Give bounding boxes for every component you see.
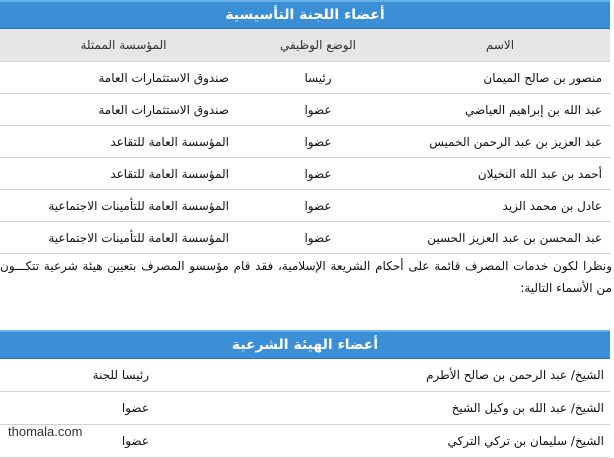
table-row [0,190,610,222]
member-role: عضوا [247,126,389,158]
member-role: عضوا [247,158,389,190]
intro-paragraph: ونظرا لكون خدمات المصرف قائمة على أحكام الشريعة الإسلامية، فقد قام مؤسسو المصرف بتعيين هيئة شرعية تتكـــون من الأسماء التالية: [0,259,612,295]
sharia-board-table [0,359,610,458]
member-org: المؤسسة العامة للتأمينات الاجتماعية [0,222,247,254]
member-org: المؤسسة العامة للتقاعد [0,158,247,190]
header-name: الاسم [389,29,610,62]
member-name: عبد الله بن إبراهيم العياضي [389,94,610,126]
table-row [0,62,610,94]
table-row [0,425,610,458]
table-row [0,222,610,254]
member-name: أحمد بن عبد الله النخيلان [389,158,610,190]
member-role: عضوا [247,94,389,126]
member-role: عضوا [247,222,389,254]
member-name: عبد المحسن بن عبد العزيز الحسين [389,222,610,254]
sharia-member-name: الشيخ/ عبد الله بن وكيل الشيخ [223,392,610,425]
member-org: المؤسسة العامة للتقاعد [0,126,247,158]
sharia-member-name: الشيخ/ عبد الرحمن بن صالح الأطرم [223,359,610,392]
sharia-member-role: عضوا [0,392,223,425]
member-name: عادل بن محمد الزيد [389,190,610,222]
table-row [0,126,610,158]
table-header-row [0,29,610,62]
header-org: المؤسسة الممثلة [0,29,247,62]
table-row [0,392,610,425]
sharia-member-name: الشيخ/ سليمان بن تركي التركي [223,425,610,458]
member-role: رئيسا [247,62,389,94]
table-row [0,94,610,126]
sharia-board-panel [0,330,610,458]
table-row [0,158,610,190]
member-role: عضوا [247,190,389,222]
header-role: الوضع الوظيفي [247,29,389,62]
table-row [0,359,610,392]
founding-committee-title: أعضاء اللجنة التأسيسية [0,0,610,29]
founding-committee-table [0,29,610,254]
member-org: المؤسسة العامة للتأمينات الاجتماعية [0,190,247,222]
sharia-member-role: رئيسا للجنة [0,359,223,392]
member-name: عبد العزيز بن عبد الرحمن الخميس [389,126,610,158]
sharia-board-title: أعضاء الهيئة الشرعية [0,330,610,359]
member-org: صندوق الاستثمارات العامة [0,62,247,94]
watermark: thomala.com [8,424,83,439]
sharia-member-role: عضوا [0,425,223,458]
member-name: منصور بن صالح الميمان [389,62,610,94]
member-org: صندوق الاستثمارات العامة [0,94,247,126]
